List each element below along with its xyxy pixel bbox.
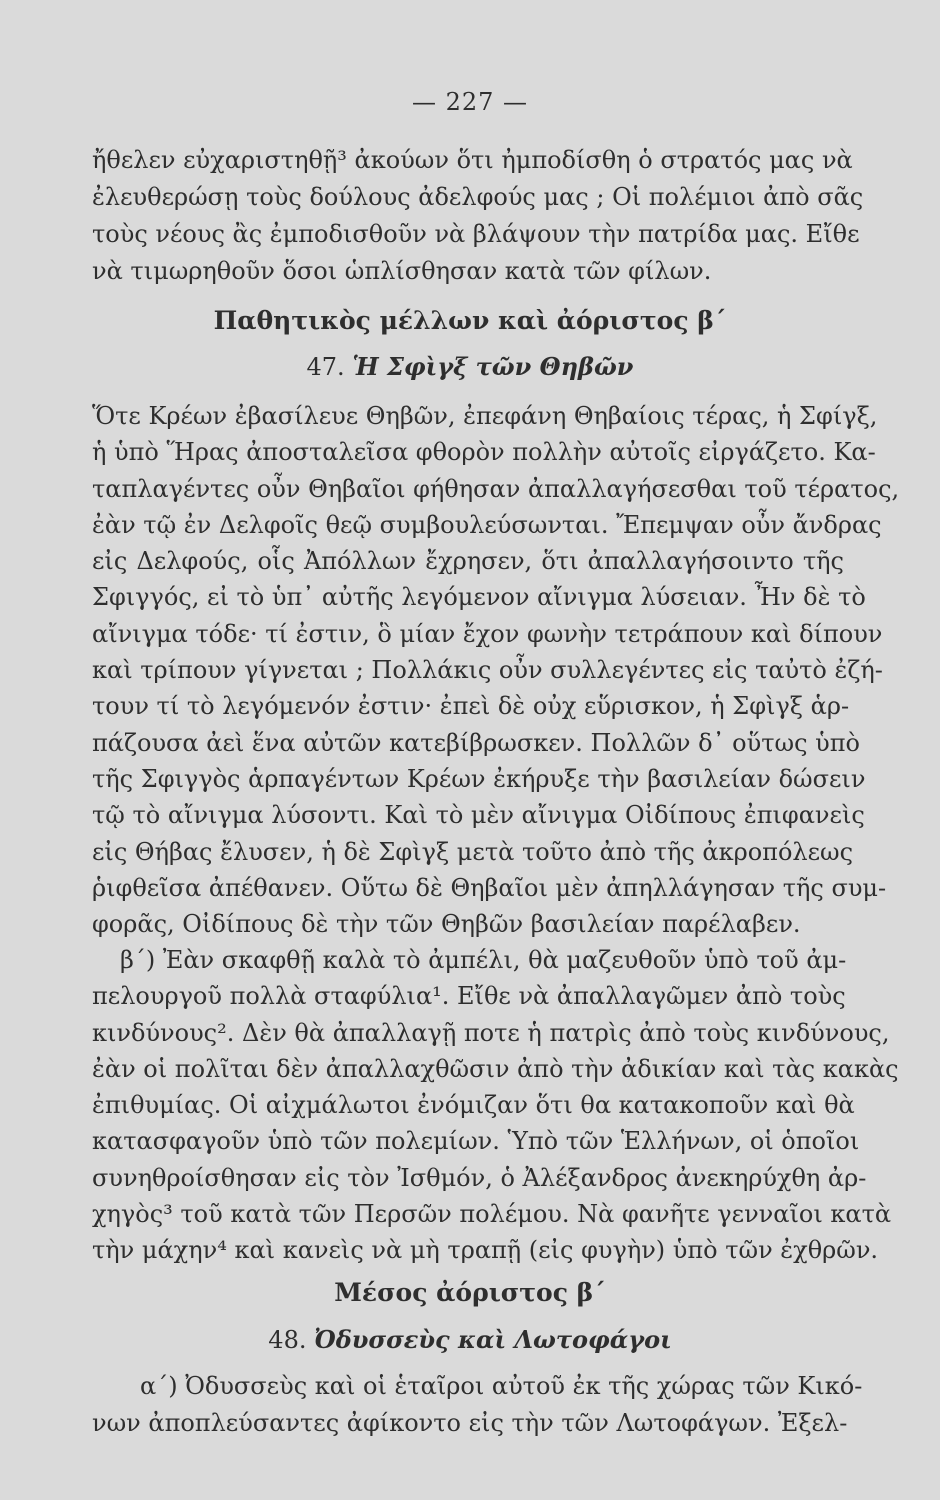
lesson-title-text: Ἡ Σφὶγξ τῶν Θηβῶν bbox=[352, 352, 634, 381]
section-heading: Παθητικὸς μέλλων καὶ ἀόριστος β΄ bbox=[213, 306, 727, 335]
text-line: ἐὰν τῷ ἐν Δελφοῖς θεῷ συμβουλεύσωνται. Ἔπεμψαν οὖν ἄνδρας bbox=[92, 510, 882, 539]
lesson-title bbox=[0, 352, 940, 381]
text-line: τῆς Σφιγγὸς ἁρπαγέντων Κρέων ἐκήρυξε τὴν βασιλείαν δώσειν bbox=[92, 764, 866, 793]
text-line: κινδύνους². Δὲν θὰ ἀπαλλαγῇ ποτε ἡ πατρὶς ἀπὸ τοὺς κινδύνους, bbox=[92, 1018, 890, 1047]
text-line: α΄) Ὀδυσσεὺς καὶ οἱ ἑταῖροι αὐτοῦ ἐκ τῆς χώρας τῶν Κικό- bbox=[140, 1372, 863, 1400]
text-line: φορᾶς, Οἰδίπους δὲ τὴν τῶν Θηβῶν βασιλείαν παρέλαβεν. bbox=[92, 910, 801, 939]
text-line: πελουργοῦ πολλὰ σταφύλια¹. Εἴθε νὰ ἀπαλλαγῶμεν ἀπὸ τοὺς bbox=[92, 982, 846, 1011]
page-number: — 227 — bbox=[411, 88, 529, 116]
text-line: συνηθροίσθησαν εἰς τὸν Ἰσθμόν, ὁ Ἀλέξανδρος ἀνεκηρύχθη ἀρ- bbox=[92, 1163, 867, 1192]
exercise-paragraph bbox=[92, 942, 899, 1269]
text-line: εἰς Δελφούς, οἷς Ἀπόλλων ἔχρησεν, ὅτι ἀπαλλαγήσοιντο τῆς bbox=[92, 547, 844, 576]
text-line: καὶ τρίπουν γίγνεται ; Πολλάκις οὖν συλλεγέντες εἰς ταὐτὸ ἐζή- bbox=[92, 656, 883, 685]
lesson-title bbox=[0, 1325, 940, 1354]
sphinx-paragraph bbox=[92, 398, 900, 942]
text-line: τὴν μάχην⁴ καὶ κανεὶς νὰ μὴ τραπῇ (εἰς φυγὴν) ὑπὸ τῶν ἐχθρῶν. bbox=[92, 1236, 879, 1265]
odysseus-paragraph bbox=[92, 1368, 863, 1442]
text-line: αἴνιγμα τόδε· τί ἐστιν, ὃ μίαν ἔχον φωνὴν τετράπουν καὶ δίπουν bbox=[92, 619, 883, 648]
text-line: τοὺς νέους ἂς ἐμποδισθοῦν νὰ βλάψουν τὴν πατρίδα μας. Εἴθε bbox=[92, 220, 860, 248]
section-heading: Μέσος ἀόριστος β΄ bbox=[334, 1278, 606, 1307]
lesson-title-text: Ὀδυσσεὺς καὶ Λωτοφάγοι bbox=[314, 1325, 672, 1354]
text-line: ῥιφθεῖσα ἀπέθανεν. Οὕτω δὲ Θηβαῖοι μὲν ἀπηλλάγησαν τῆς συμ- bbox=[92, 873, 887, 902]
text-line: εἰς Θήβας ἔλυσεν, ἡ δὲ Σφὶγξ μετὰ τοῦτο ἀπὸ τῆς ἀκροπόλεως bbox=[92, 837, 854, 866]
text-line: ταπλαγέντες οὖν Θηβαῖοι φήθησαν ἀπαλλαγήσεσθαι τοῦ τέρατος, bbox=[92, 474, 900, 503]
text-line: Σφιγγός, εἰ τὸ ὑπ᾽ αὐτῆς λεγόμενον αἴνιγμα λύσειαν. Ἦν δὲ τὸ bbox=[92, 583, 866, 612]
text-line: πάζουσα ἀεὶ ἕνα αὐτῶν κατεβίβρωσκεν. Πολλῶν δ᾽ οὕτως ὑπὸ bbox=[92, 728, 860, 757]
text-line: ἐπιθυμίας. Οἱ αἰχμάλωτοι ἐνόμιζαν ὅτι θα κατακοποῦν καὶ θὰ bbox=[92, 1091, 855, 1120]
text-line: νὰ τιμωρηθοῦν ὅσοι ὡπλίσθησαν κατὰ τῶν φίλων. bbox=[92, 257, 712, 285]
top-paragraph bbox=[92, 142, 864, 290]
text-line: ἤθελεν εὐχαριστηθῇ³ ἀκούων ὅτι ἠμποδίσθη ὁ στρατός μας νὰ bbox=[92, 146, 853, 174]
text-line: χηγὸς³ τοῦ κατὰ τῶν Περσῶν πολέμου. Νὰ φανῆτε γενναῖοι κατὰ bbox=[92, 1200, 892, 1229]
text-line: τῷ τὸ αἴνιγμα λύσοντι. Καὶ τὸ μὲν αἴνιγμα Οἰδίπους ἐπιφανεὶς bbox=[92, 801, 865, 830]
text-line: ἡ ὑπὸ Ἥρας ἀποσταλεῖσα φθορὸν πολλὴν αὐτοῖς εἰργάζετο. Κα- bbox=[92, 438, 876, 467]
text-line: Ὅτε Κρέων ἐβασίλευε Θηβῶν, ἐπεφάνη Θηβαίοις τέρας, ἡ Σφίγξ, bbox=[92, 402, 878, 430]
lesson-number: 47. bbox=[306, 353, 345, 381]
text-line: τουν τί τὸ λεγόμενόν ἐστιν· ἐπεὶ δὲ οὐχ εὕρισκον, ἡ Σφὶγξ ἁρ- bbox=[92, 692, 850, 721]
text-line: νων ἀποπλεύσαντες ἀφίκοντο εἰς τὴν τῶν Λωτοφάγων. Ἐξελ- bbox=[92, 1409, 848, 1437]
text-line: ἐλευθερώσῃ τοὺς δούλους ἀδελφούς μας ; Οἱ πολέμιοι ἀπὸ σᾶς bbox=[92, 183, 864, 211]
text-line: ἐὰν οἱ πολῖται δὲν ἀπαλλαχθῶσιν ἀπὸ τὴν ἀδικίαν καὶ τὰς κακὰς bbox=[92, 1054, 899, 1083]
lesson-number: 48. bbox=[268, 1326, 307, 1354]
text-line: β΄) Ἐὰν σκαφθῇ καλὰ τὸ ἀμπέλι, θὰ μαζευθοῦν ὑπὸ τοῦ ἀμ- bbox=[120, 946, 847, 974]
text-line: κατασφαγοῦν ὑπὸ τῶν πολεμίων. Ὑπὸ τῶν Ἑλλήνων, οἱ ὁποῖοι bbox=[92, 1127, 860, 1156]
